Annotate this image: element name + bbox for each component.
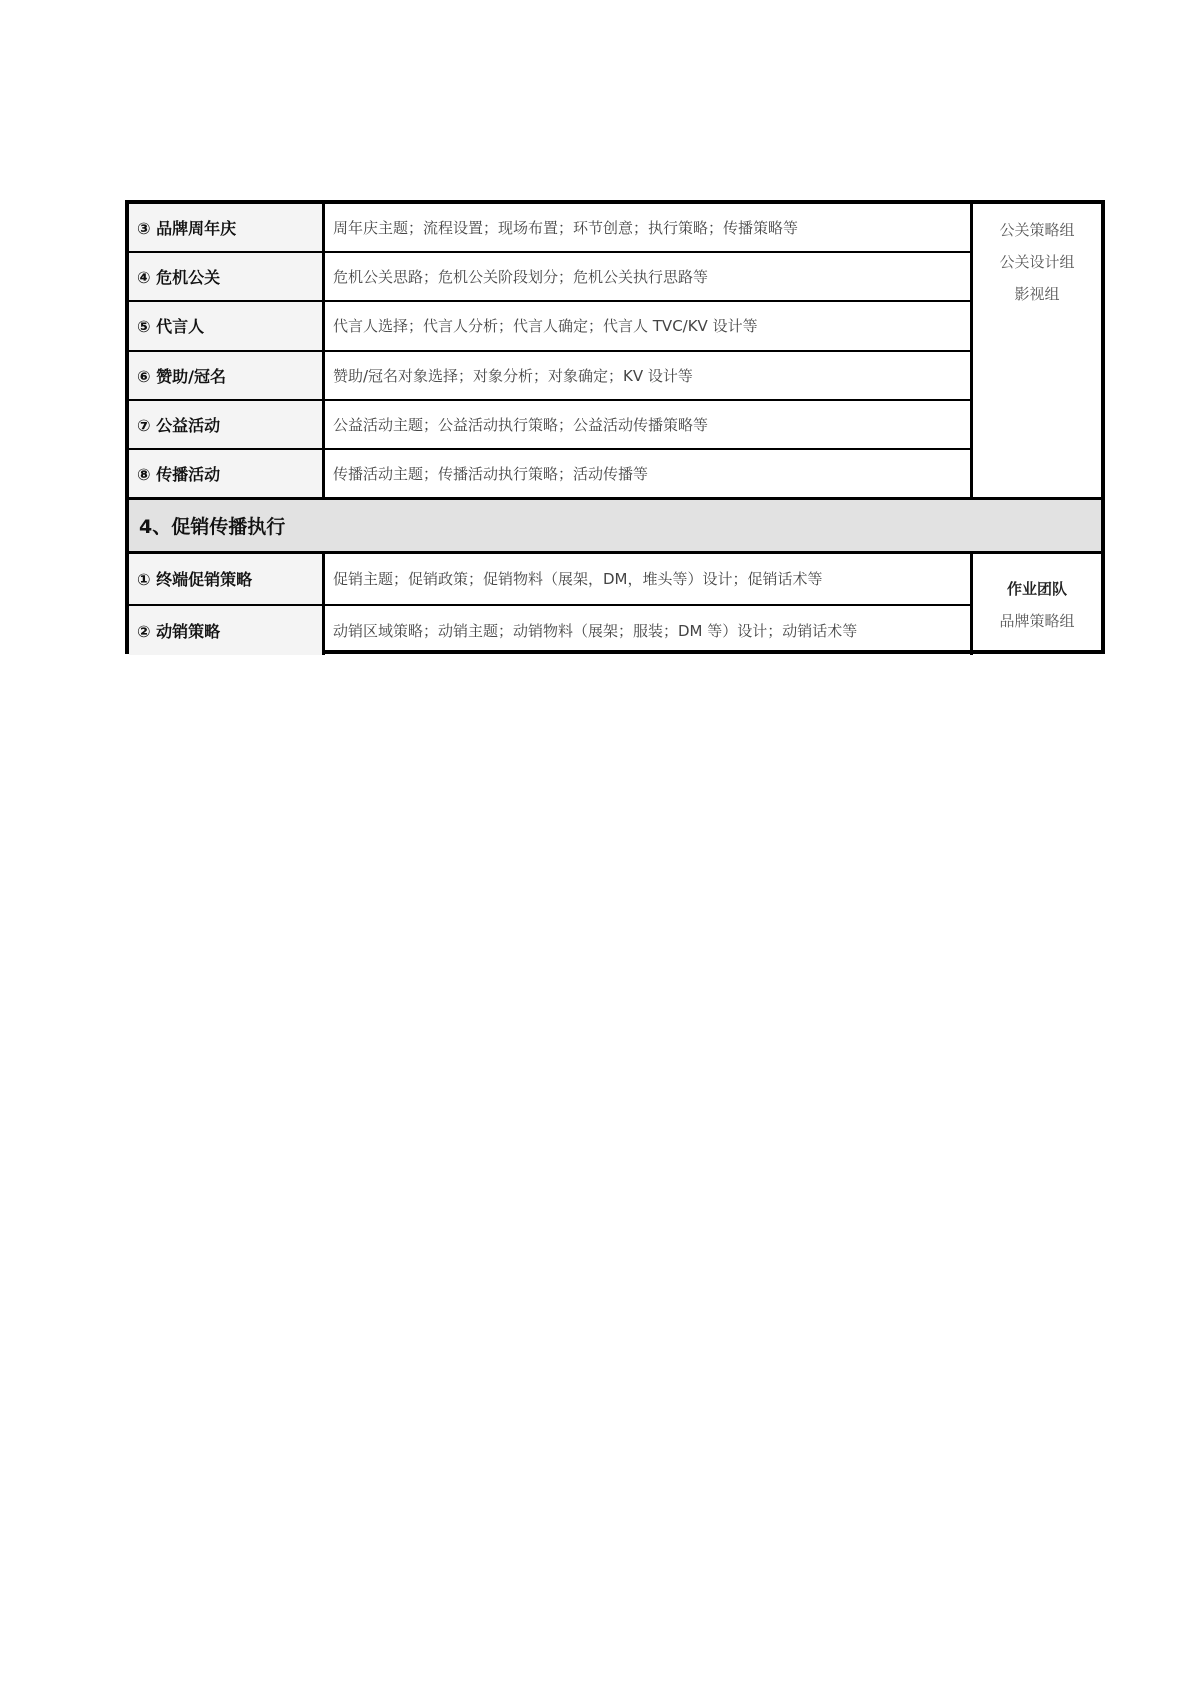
service-label: ⑦ 公益活动 bbox=[129, 401, 322, 450]
service-label: ⑤ 代言人 bbox=[129, 302, 322, 351]
service-label-column bbox=[129, 204, 325, 497]
team-column bbox=[973, 204, 1101, 497]
team-name: 影视组 bbox=[1014, 285, 1060, 303]
service-description: 代言人选择；代言人分析；代言人确定；代言人 TVC/KV 设计等 bbox=[325, 302, 970, 351]
service-label: ① 终端促销策略 bbox=[129, 554, 322, 606]
team-heading: 作业团队 bbox=[1006, 579, 1067, 598]
service-table bbox=[125, 200, 1105, 654]
pr-services-block bbox=[129, 204, 1101, 497]
service-label: ② 动销策略 bbox=[129, 606, 322, 656]
team-column bbox=[973, 554, 1101, 655]
service-description-column bbox=[325, 204, 973, 497]
section-heading: 4、促销传播执行 bbox=[129, 497, 1101, 554]
team-name: 公关策略组 bbox=[999, 221, 1075, 239]
promotion-services-block bbox=[129, 554, 1101, 655]
service-label: ⑥ 赞助/冠名 bbox=[129, 352, 322, 401]
service-description: 赞助/冠名对象选择；对象分析；对象确定；KV 设计等 bbox=[325, 352, 970, 401]
service-label: ④ 危机公关 bbox=[129, 253, 322, 302]
service-description: 公益活动主题；公益活动执行策略；公益活动传播策略等 bbox=[325, 401, 970, 450]
service-description: 动销区域策略；动销主题；动销物料（展架；服装；DM 等）设计；动销话术等 bbox=[333, 621, 858, 640]
service-label: ⑧ 传播活动 bbox=[129, 450, 322, 497]
service-description: 周年庆主题；流程设置；现场布置；环节创意；执行策略；传播策略等 bbox=[325, 204, 970, 253]
team-name: 公关设计组 bbox=[999, 253, 1075, 271]
service-description: 危机公关思路；危机公关阶段划分；危机公关执行思路等 bbox=[325, 253, 970, 302]
team-name: 品牌策略组 bbox=[999, 611, 1075, 630]
service-label-column bbox=[129, 554, 325, 655]
service-description: 传播活动主题；传播活动执行策略；活动传播等 bbox=[333, 464, 649, 483]
service-description-column bbox=[325, 554, 973, 655]
service-description: 促销主题；促销政策；促销物料（展架，DM，堆头等）设计；促销话术等 bbox=[325, 554, 970, 606]
service-label: ③ 品牌周年庆 bbox=[129, 204, 322, 253]
